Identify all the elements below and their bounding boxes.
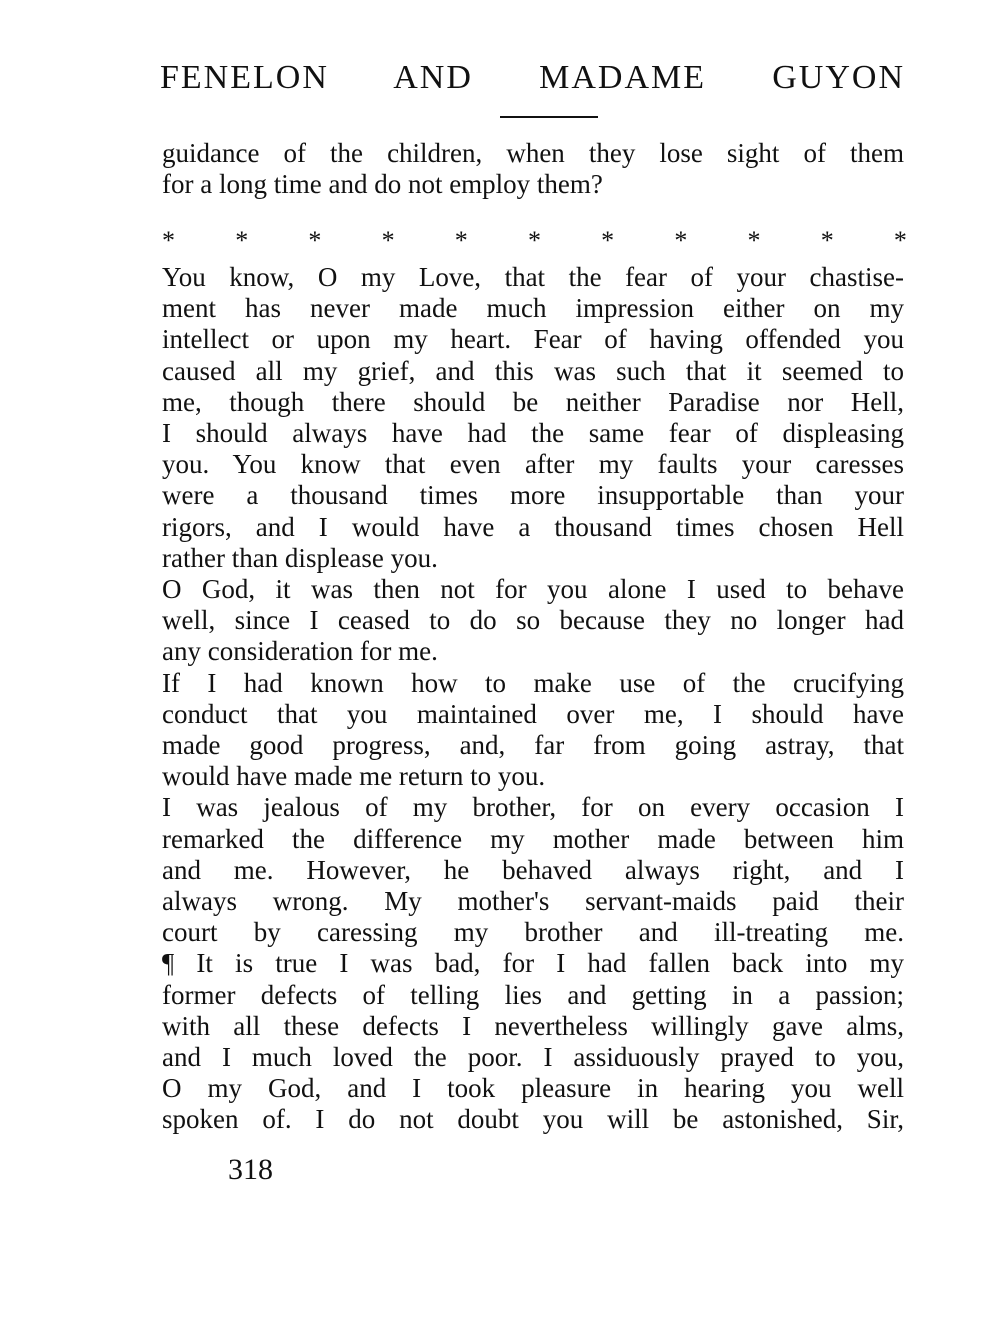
text-line: spoken of. I do not doubt you will be astonished, Sir, <box>162 1104 904 1135</box>
asterisk-ornament: * <box>454 226 468 255</box>
asterisk-ornament: * <box>381 226 395 255</box>
asterisk-ornament: * <box>527 226 541 255</box>
page-number: 318 <box>228 1153 273 1186</box>
text-line: O God, it was then not for you alone I used to behave <box>162 574 904 605</box>
text-line: I was jealous of my brother, for on every occasion I <box>162 792 904 823</box>
asterisk-ornament: * <box>162 226 175 255</box>
text-line: You know, O my Love, that the fear of your chastise- <box>162 262 904 292</box>
body-text <box>162 262 904 1136</box>
text-line: O my God, and I took pleasure in hearing you well <box>162 1073 904 1104</box>
text-line: ¶ It is true I was bad, for I had fallen back into my <box>162 948 904 979</box>
text-line: and me. However, he behaved always right, and I <box>162 854 904 885</box>
head-rule-divider <box>500 116 598 118</box>
intro-paragraph <box>162 138 904 200</box>
text-line: remarked the difference my mother made between him <box>162 823 904 854</box>
text-line: rather than displease you. <box>162 542 438 573</box>
text-line: conduct that you maintained over me, I should have <box>162 698 904 729</box>
text-line: you. You know that even after my faults your caresses <box>162 449 904 480</box>
asterisk-ornament-row <box>162 226 907 256</box>
text-line: with all these defects I nevertheless willingly gave alms, <box>162 1010 904 1041</box>
text-line: I should always have had the same fear of displeasing <box>162 418 904 449</box>
text-line: caused all my grief, and this was such that it seemed to <box>162 355 904 386</box>
asterisk-ornament: * <box>747 226 761 255</box>
text-line: well, since I ceased to do so because they no longer had <box>162 605 904 636</box>
asterisk-ornament: * <box>308 226 322 255</box>
asterisk-ornament: * <box>674 226 688 255</box>
text-line: guidance of the children, when they lose sight of them <box>162 138 904 168</box>
text-line: any consideration for me. <box>162 636 438 667</box>
text-line: were a thousand times more insupportable than your <box>162 480 904 511</box>
text-line: me, though there should be neither Paradise nor Hell, <box>162 386 904 417</box>
asterisk-ornament: * <box>893 226 907 255</box>
text-line: court by caressing my brother and ill-treating me. <box>162 917 904 948</box>
text-line: former defects of telling lies and getting in a passion; <box>162 979 904 1010</box>
asterisk-ornament: * <box>235 226 249 255</box>
text-line: always wrong. My mother's servant-maids paid their <box>162 886 904 917</box>
running-head: FENELON AND MADAME GUYON <box>160 59 905 96</box>
text-line: made good progress, and, far from going astray, that <box>162 730 904 761</box>
text-line: intellect or upon my heart. Fear of having offended you <box>162 324 904 355</box>
text-line: rigors, and I would have a thousand times chosen Hell <box>162 511 904 542</box>
asterisk-ornament: * <box>601 226 615 255</box>
text-line: for a long time and do not employ them? <box>162 169 603 200</box>
text-line: If I had known how to make use of the crucifying <box>162 667 904 698</box>
text-line: and I much loved the poor. I assiduously prayed to you, <box>162 1042 904 1073</box>
text-line: would have made me return to you. <box>162 761 546 792</box>
asterisk-ornament: * <box>820 226 834 255</box>
text-line: ment has never made much impression either on my <box>162 293 904 324</box>
